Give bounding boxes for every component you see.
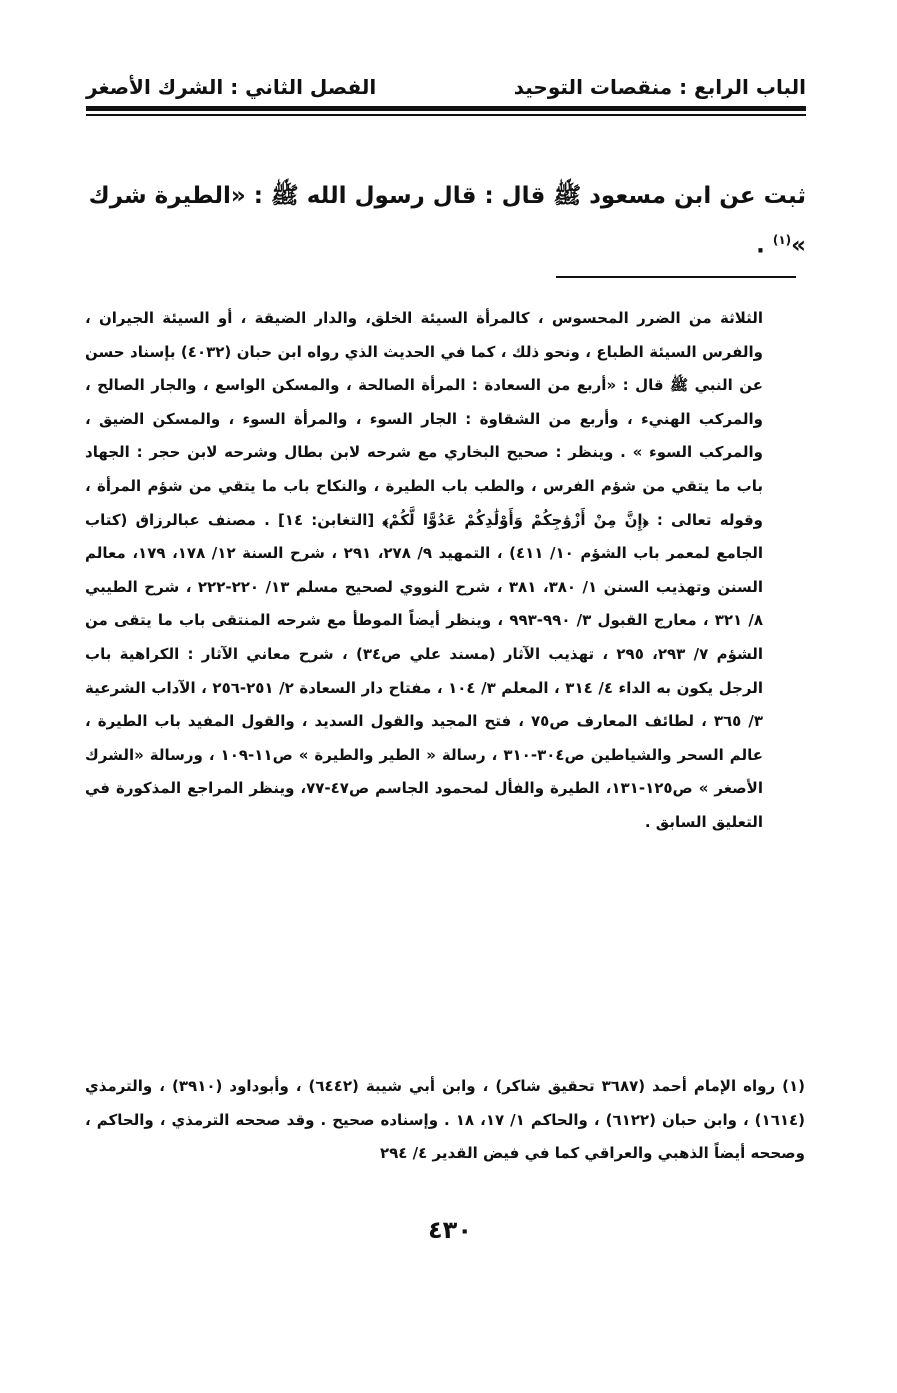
footnote-1-text: (١) رواه الإمام أحمد (٣٦٨٧ تحقيق شاكر) ، وابن أبي شيبة (٦٤٤٢) ، وأبوداود (٣٩١٠) ، والترمذي (١٦١٤) ، وابن حبان (٦١٢٢) ، والحاكم ١/ ١٧، ١٨ . وإسناده صحيح . وقد صححه الترمذي ، والحاكم ، وصححه أيضاً الذهبي والعراقي كما في فيض القدير ٤/ ٢٩٤ xyxy=(85,1077,806,1163)
page-number: ٤٣٠ xyxy=(428,1216,472,1244)
header-chapter-title: الباب الرابع : منقصات التوحيد xyxy=(513,75,806,99)
header-rule-thick xyxy=(86,106,806,111)
main-text-body: ثبت عن ابن مسعود ﷺ قال : قال رسول الله ﷺ : «الطيرة شرك » xyxy=(88,183,806,259)
footnote-separator xyxy=(556,276,796,278)
footnote-continuation-text: الثلاثة من الضرر المحسوس ، كالمرأة السيئة الخلق، والدار الضيقة ، أو السيئة الجيران ، والفرس السيئة الطباع ، ونحو ذلك ، كما في الحديث الذي رواه ابن حبان (٤٠٣٢) بإسناد حسن عن النبي ﷺ قال : «أربع من السعادة : المرأة الصالحة ، والمسكن الواسع ، والجار الصالح ، والمركب الهنيء ، وأربع من الشقاوة : الجار السوء ، والمرأة السوء ، والمسكن الضيق ، والمركب السوء » . وينظر : صحيح البخاري مع شرحه لابن بطال وشرحه لابن حجر : الجهاد باب ما يتقي من شؤم الفرس ، والطب باب الطيرة ، والنكاح باب ما يتقي من شؤم المرأة ، وقوله تعالى : ﴿إِنَّ مِنْ أَزْوَٰجِكُمْ وَأَوْلَٰدِكُمْ عَدُوًّا لَّكُمْ﴾ [التغابن: ١٤] . مصنف عبالرزاق (كتاب الجامع لمعمر باب الشؤم ١٠/ ٤١١) ، التمهيد ٩/ ٢٧٨، ٢٩١ ، شرح السنة ١٢/ ١٧٨، ١٧٩، معالم السنن وتهذيب السنن ١/ ٣٨٠، ٣٨١ ، شرح النووي لصحيح مسلم ١٣/ ٢٢٠-٢٢٢ ، شرح الطيبي ٨/ ٣٢١ ، معارج القبول ٣/ ٩٩٠-٩٩٣ ، وينظر أيضاً الموطأ مع شرحه المنتقى باب ما يتقى من الشؤم ٧/ ٢٩٣، ٢٩٥ ، تهذيب الآثار (مسند علي ص٣٤) ، شرح معاني الآثار : الكراهية باب الرجل يكون به الداء ٤/ ٣١٤ ، المعلم ٣/ ١٠٤ ، مفتاح دار السعادة ٢/ ٢٥١-٢٥٦ ، الآداب الشرعية ٣/ ٣٦٥ ، لطائف المعارف ص٧٥ ، فتح المجيد والقول السديد ، والقول المفيد باب الطيرة ، عالم السحر والشياطين ص٣٠٤-٣١٠ ، رسالة « الطير والطيرة » ص١١-١٠٩ ، ورسالة «الشرك الأصغر » ص١٢٥-١٣١، الطيرة والفأل لمحمود الجاسم ص٤٧-٧٧، وينظر المراجع المذكورة في التعليق السابق . xyxy=(85,309,764,831)
header-rule-thin xyxy=(86,114,806,116)
footnote-continuation xyxy=(85,302,763,840)
running-header xyxy=(86,58,806,102)
main-text-trailing: . xyxy=(756,232,773,259)
header-section-title: الفصل الثاني : الشرك الأصغر xyxy=(86,75,377,99)
footnote-marker: (١) xyxy=(772,233,792,247)
main-text xyxy=(86,174,806,268)
footnote-1 xyxy=(85,1070,805,1171)
